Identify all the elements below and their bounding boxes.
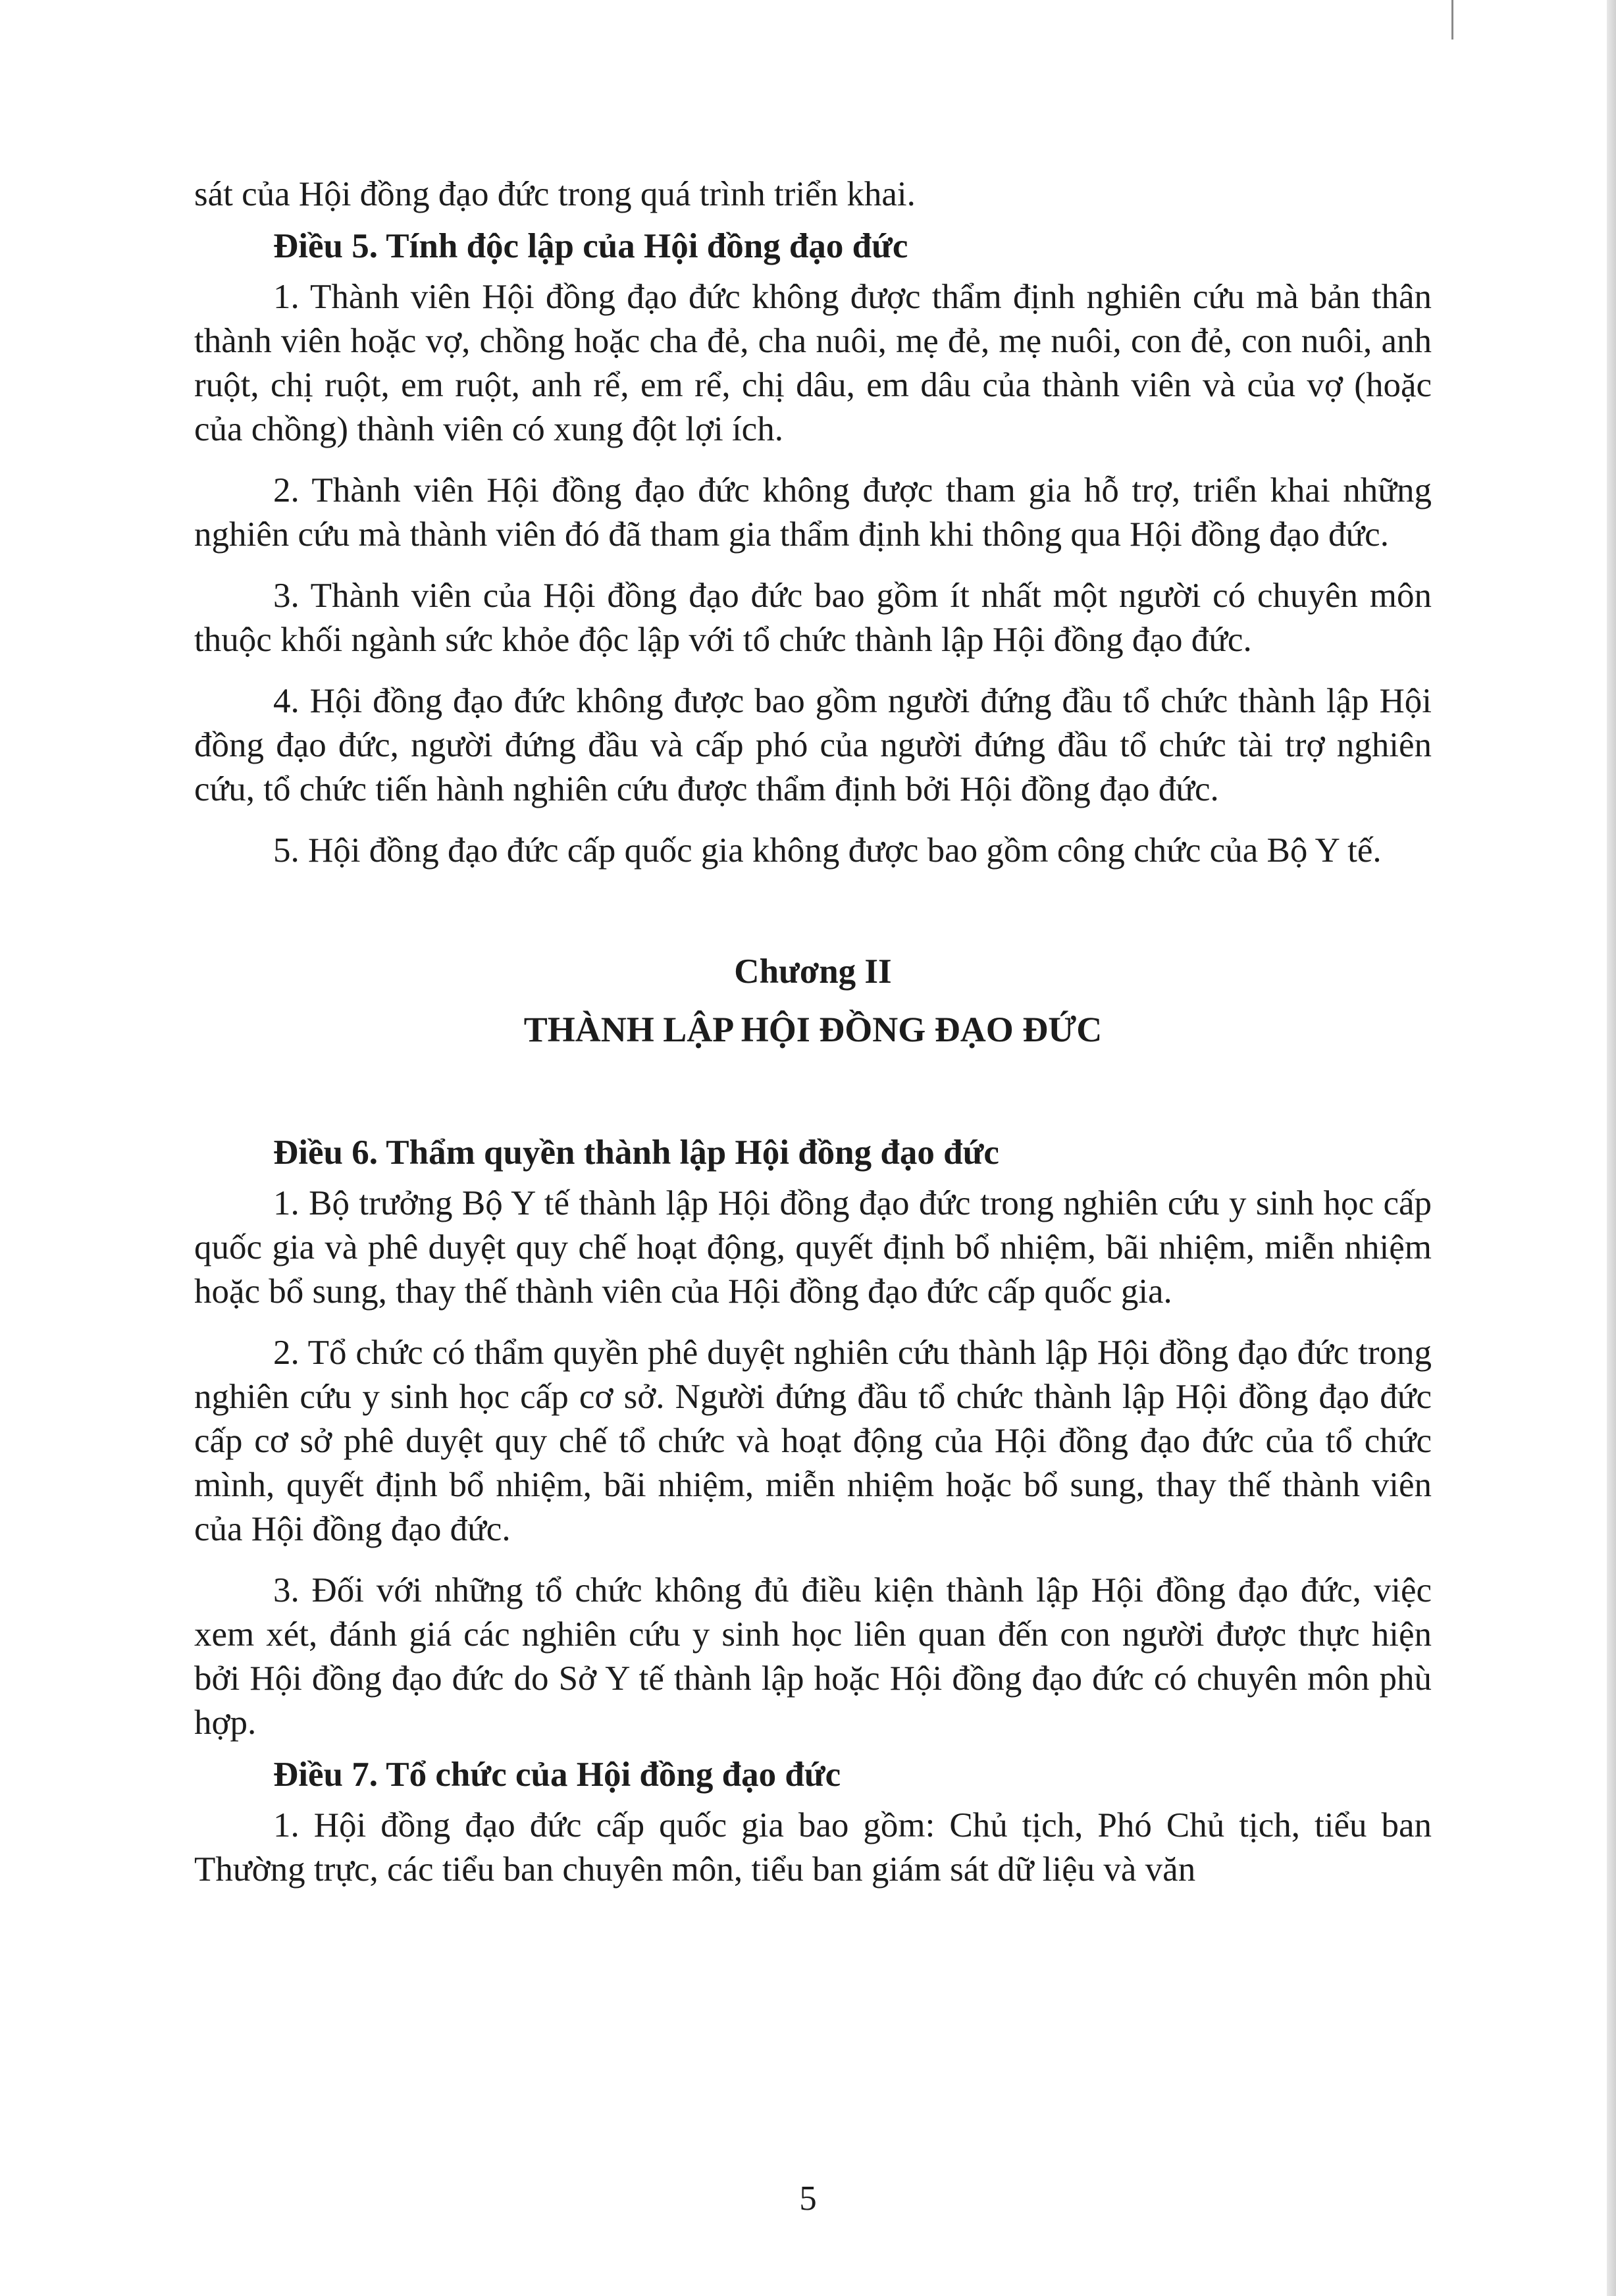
intro-line: sát của Hội đồng đạo đức trong quá trình triển khai. (194, 175, 916, 213)
article-5-heading: Điều 5. Tính độc lập của Hội đồng đạo đức (273, 227, 908, 265)
article-7-heading: Điều 7. Tổ chức của Hội đồng đạo đức (273, 1756, 841, 1794)
article-5-item-5: 5. Hội đồng đạo đức cấp quốc gia không được bao gồm công chức của Bộ Y tế. (273, 831, 1382, 870)
article-6-item-1: 1. Bộ trưởng Bộ Y tế thành lập Hội đồng đạo đức trong nghiên cứu y sinh học cấp quốc gia và phê duyệt quy chế hoạt động, quyết định bổ nhiệm, bãi nhiệm, miễn nhiệm hoặc bổ sung, thay thế thành viên của Hội đồng đạo đức cấp quốc gia. (194, 1184, 1432, 1311)
document-page (194, 172, 1432, 1892)
scan-artifact-line (1451, 0, 1453, 39)
chapter-label: Chương II (734, 952, 892, 991)
article-6-heading: Điều 6. Thẩm quyền thành lập Hội đồng đạo đức (273, 1134, 999, 1172)
article-5-item-2: 2. Thành viên Hội đồng đạo đức không được tham gia hỗ trợ, triển khai những nghiên cứu mà thành viên đó đã tham gia thẩm định khi thông qua Hội đồng đạo đức. (194, 471, 1432, 554)
page-number: 5 (799, 2179, 817, 2218)
article-5-item-1: 1. Thành viên Hội đồng đạo đức không được thẩm định nghiên cứu mà bản thân thành viên hoặc vợ, chồng hoặc cha đẻ, cha nuôi, mẹ đẻ, mẹ nuôi, con đẻ, con nuôi, anh ruột, chị ruột, em ruột, anh rể, em rể, chị dâu, em dâu của thành viên và của vợ (hoặc của chồng) thành viên có xung đột lợi ích. (194, 278, 1432, 448)
article-6-item-2: 2. Tổ chức có thẩm quyền phê duyệt nghiên cứu thành lập Hội đồng đạo đức trong nghiên cứu y sinh học cấp cơ sở. Người đứng đầu tổ chức thành lập Hội đồng đạo đức cấp cơ sở phê duyệt quy chế tổ chức và hoạt động của Hội đồng đạo đức của tổ chức mình, quyết định bổ nhiệm, bãi nhiệm, miễn nhiệm hoặc bổ sung, thay thế thành viên của Hội đồng đạo đức. (194, 1334, 1432, 1548)
article-5-item-3: 3. Thành viên của Hội đồng đạo đức bao gồm ít nhất một người có chuyên môn thuộc khối ngành sức khỏe độc lập với tổ chức thành lập Hội đồng đạo đức. (194, 577, 1432, 659)
article-5-item-4: 4. Hội đồng đạo đức không được bao gồm người đứng đầu tổ chức thành lập Hội đồng đạo đức, người đứng đầu và cấp phó của người đứng đầu tổ chức tài trợ nghiên cứu, tổ chức tiến hành nghiên cứu được thẩm định bởi Hội đồng đạo đức. (194, 682, 1432, 808)
scan-page-edge (1607, 0, 1616, 2296)
article-6-item-3: 3. Đối với những tổ chức không đủ điều kiện thành lập Hội đồng đạo đức, việc xem xét, đánh giá các nghiên cứu y sinh học liên quan đến con người được thực hiện bởi Hội đồng đạo đức do Sở Y tế thành lập hoặc Hội đồng đạo đức có chuyên môn phù hợp. (194, 1571, 1432, 1742)
chapter-title: THÀNH LẬP HỘI ĐỒNG ĐẠO ĐỨC (523, 1010, 1103, 1049)
article-7-item-1: 1. Hội đồng đạo đức cấp quốc gia bao gồm: Chủ tịch, Phó Chủ tịch, tiểu ban Thường trực, các tiểu ban chuyên môn, tiểu ban giám sát dữ liệu và văn (194, 1806, 1432, 1889)
